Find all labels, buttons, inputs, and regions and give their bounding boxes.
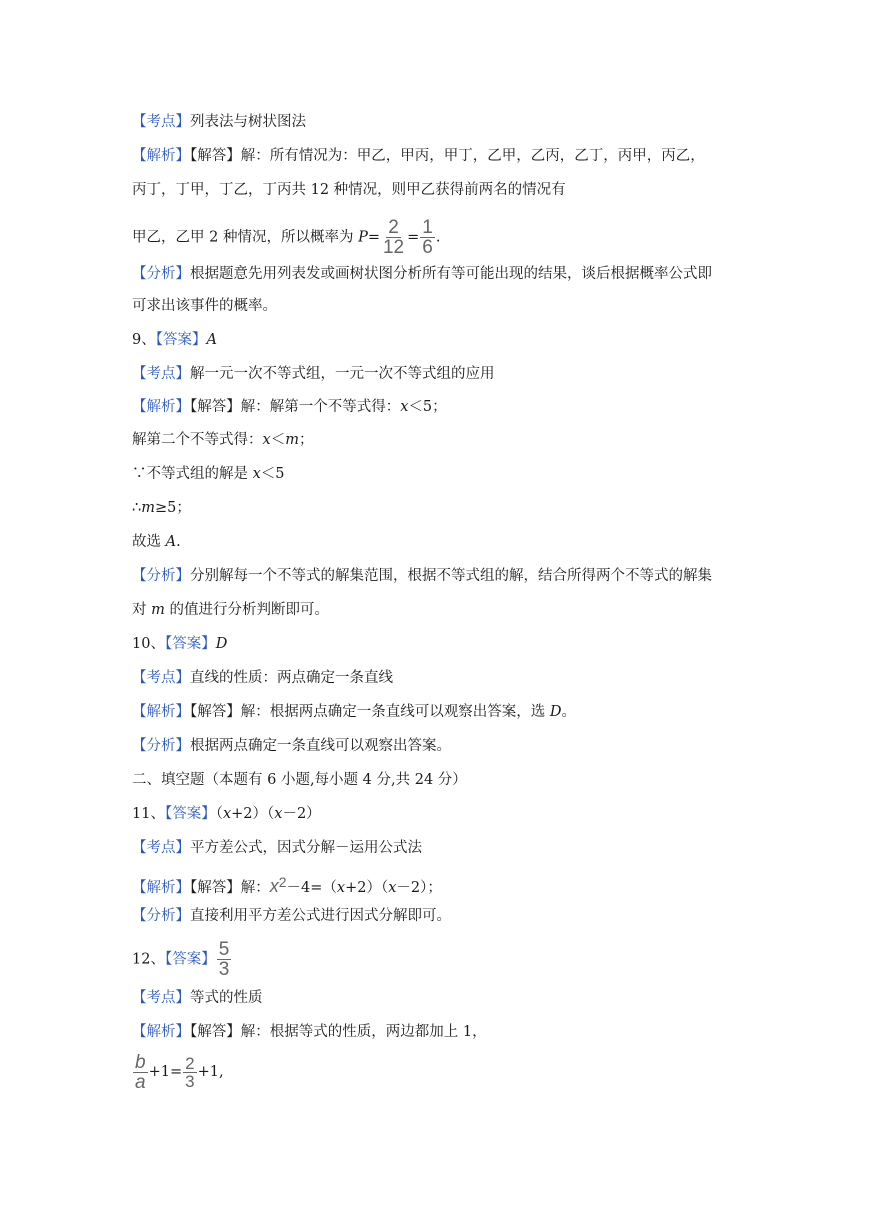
var-x: x (400, 399, 409, 415)
jiexi-line-9 (132, 397, 447, 417)
tag-jiexi: 【解析】 (132, 148, 190, 164)
kaodian-line-12 (132, 988, 263, 1008)
numerator: b (135, 1051, 146, 1073)
tag-kaodian: 【考点】 (132, 366, 190, 382)
numerator: 2 (185, 1053, 195, 1073)
text: 解一元一次不等式组，一元一次不等式组的应用 (190, 366, 495, 382)
tag-fenxi: 【分析】 (132, 738, 190, 754)
period: . (435, 229, 441, 246)
numerator: 5 (218, 939, 230, 960)
numerator: 1 (422, 217, 433, 238)
fraction-2-12 (381, 218, 406, 257)
section-heading (132, 770, 467, 790)
text: . (176, 534, 181, 550)
question-number: 9、 (132, 332, 156, 348)
numerator: 2 (388, 217, 399, 238)
text: 故选 (132, 534, 166, 550)
denominator: 3 (185, 1071, 195, 1091)
tag-daan: 【答案】 (155, 332, 207, 348)
question-number: 11、 (132, 806, 165, 822)
fraction-2-3 (183, 1055, 196, 1090)
answer-line-11 (132, 804, 321, 824)
text-line (132, 600, 329, 620)
text: 解：根据两点确定一条直线可以观察出答案，选 (240, 704, 550, 720)
tag-jieda: 【解答】 (190, 1024, 241, 1040)
text: －2）； (396, 880, 442, 896)
var-m: m (141, 500, 155, 516)
text: 解：所有情况为：甲乙，甲丙，甲丁，乙甲，乙丙，乙丁，丙甲，丙乙， (240, 148, 705, 164)
text-line (132, 296, 277, 316)
var-d: D (549, 704, 562, 720)
kaodian-line-11 (132, 838, 422, 858)
text: 等式的性质 (190, 990, 263, 1006)
tag-daan: 【答案】 (164, 806, 216, 822)
text: 丙丁，丁甲，丁乙，丁丙共 12 种情况，则甲乙获得前两名的情况有 (132, 182, 566, 198)
fenxi-line-8 (132, 264, 712, 284)
text: 直线的性质：两点确定一条直线 (190, 670, 393, 686)
equals: = (367, 229, 380, 246)
tag-kaodian: 【考点】 (132, 990, 190, 1006)
tag-fenxi: 【分析】 (132, 266, 190, 282)
tag-jieda: 【解答】 (190, 148, 241, 164)
var-x: x (274, 806, 283, 822)
text: ＜5 (260, 466, 285, 482)
jiexi-line-12 (132, 1022, 487, 1042)
fenxi-line-9 (132, 566, 712, 586)
text-line (132, 464, 285, 484)
jiexi-line-11 (132, 872, 442, 898)
text: 二、填空题（本题有 6 小题,每小题 4 分,共 24 分） (132, 772, 467, 788)
kaodian-line-9 (132, 364, 495, 384)
text: +1= (148, 1064, 183, 1080)
tag-jiexi: 【解析】 (132, 704, 190, 720)
tag-jiexi: 【解析】 (132, 399, 190, 415)
therefore: ∴ (132, 500, 142, 516)
var-x: x (388, 880, 397, 896)
var-x-formula: x (269, 876, 279, 896)
text: 的值进行分析判断即可。 (164, 602, 329, 618)
question-number: 12、 (132, 951, 165, 968)
text: 列表法与树状图法 (190, 114, 306, 130)
tag-jieda: 【解答】 (190, 399, 241, 415)
jiexi-line-10 (132, 702, 576, 722)
tag-kaodian: 【考点】 (132, 114, 190, 130)
answer-line-12 (132, 940, 232, 979)
text: （ (215, 806, 223, 822)
answer-line-10 (132, 634, 227, 654)
answer-value: A (206, 332, 217, 348)
text: +2）（ (231, 806, 275, 822)
text: 直接利用平方差公式进行因式分解即可。 (190, 908, 451, 924)
text: 可求出该事件的概率。 (132, 298, 277, 314)
fenxi-line-11 (132, 906, 451, 926)
tag-daan: 【答案】 (164, 636, 216, 652)
fraction-b-a (133, 1053, 148, 1092)
text: 解：根据等式的性质，两边都加上 1， (240, 1024, 487, 1040)
text: 甲乙，乙甲 2 种情况，所以概率为 (132, 229, 359, 246)
text-line (132, 180, 566, 200)
fenxi-line-10 (132, 736, 451, 756)
tag-fenxi: 【分析】 (132, 568, 190, 584)
var-m: m (285, 432, 299, 448)
fraction-1-6 (420, 218, 435, 257)
text: +1, (197, 1064, 224, 1080)
var-x: x (262, 432, 271, 448)
denominator: 12 (382, 237, 405, 258)
denominator: 6 (422, 237, 433, 258)
text: 解第二个不等式得： (132, 432, 263, 448)
probability-line (132, 218, 440, 257)
text: 分别解每一个不等式的解集范围，根据不等式组的解，结合所得两个不等式的解集 (190, 568, 712, 584)
text: 平方差公式，因式分解－运用公式法 (190, 840, 422, 856)
text-line (132, 498, 191, 518)
text: 根据两点确定一条直线可以观察出答案。 (190, 738, 451, 754)
var-x: x (252, 466, 261, 482)
exponent: 2 (278, 874, 287, 890)
text: 根据题意先用列表发或画树状图分析所有等可能出现的结果，谈后根据概率公式即 (190, 266, 712, 282)
fraction-5-3 (217, 940, 232, 979)
kaodian-line-10 (132, 668, 393, 688)
tag-jiexi: 【解析】 (132, 880, 190, 896)
text: 。 (561, 704, 576, 720)
var-m: m (151, 602, 165, 618)
var-p: P (358, 229, 368, 246)
equation-line (132, 1052, 224, 1092)
equals: = (407, 229, 420, 246)
tag-jiexi: 【解析】 (132, 1024, 190, 1040)
text: ∵不等式组的解是 (132, 466, 253, 482)
text: ＜ (270, 432, 286, 448)
tag-kaodian: 【考点】 (132, 840, 190, 856)
answer-line-9 (132, 330, 217, 350)
denominator: 3 (218, 959, 230, 980)
text-line (132, 430, 313, 450)
var-x: x (336, 880, 346, 896)
text: ； (298, 432, 314, 448)
question-number: 10、 (132, 636, 165, 652)
text: －4=（ (286, 880, 337, 896)
text: 对 (132, 602, 152, 618)
text-line (132, 532, 181, 552)
answer-value: D (215, 636, 228, 652)
text: 解：解第一个不等式得： (240, 399, 401, 415)
kaodian-line-8 (132, 112, 306, 132)
var-x: x (222, 806, 232, 822)
tag-jieda: 【解答】 (190, 704, 241, 720)
var-a: A (165, 534, 177, 550)
tag-daan: 【答案】 (164, 951, 216, 968)
denominator: a (135, 1071, 146, 1093)
text: －2） (282, 806, 321, 822)
text: +2）（ (345, 880, 389, 896)
tag-fenxi: 【分析】 (132, 908, 190, 924)
text: 解： (240, 880, 270, 896)
tag-kaodian: 【考点】 (132, 670, 190, 686)
tag-jieda: 【解答】 (190, 880, 241, 896)
jiexi-line-8 (132, 146, 705, 166)
text: ＜5； (408, 399, 447, 415)
text: ≥5； (154, 500, 191, 516)
